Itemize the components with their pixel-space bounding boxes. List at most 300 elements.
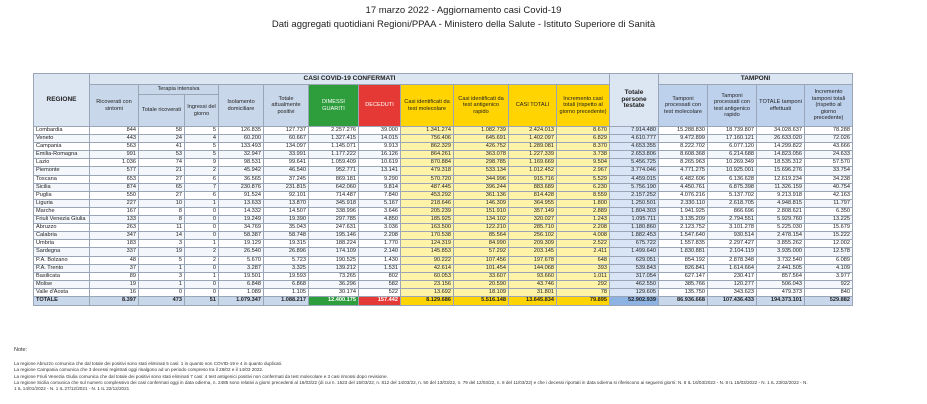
data-cell: 7.914.480 [610,127,659,135]
data-cell: 18.739.807 [708,127,757,135]
data-cell: 6.350 [805,207,853,215]
data-cell: 756.406 [401,135,454,143]
col-incremento: Incremento casi totali (rispetto al giorno precedente) [557,85,610,127]
data-cell: 2 [185,256,219,264]
data-cell: 2.967 [557,167,610,175]
data-cell: 361.136 [454,191,509,199]
data-cell: 5 [185,151,219,159]
data-cell: 357.149 [509,207,557,215]
region-name-cell: Friuli Venezia Giulia [34,216,90,224]
data-cell: 3.732.540 [757,256,805,264]
data-cell: 479.373 [757,288,805,296]
data-cell: 27 [139,191,185,199]
data-cell: 145.853 [401,248,454,256]
data-cell: 4.109 [805,264,853,272]
data-cell: 1.089 [219,288,264,296]
data-cell: 19.315 [264,240,309,248]
data-cell: 883.689 [509,183,557,191]
data-cell: 297.785 [309,216,359,224]
col-tamponi-incremento: Incremento tamponi totali (rispetto al giorno precedente) [805,85,853,127]
data-cell: 36.565 [219,175,264,183]
data-cell: 8 [139,216,185,224]
data-cell: 864.261 [401,151,454,159]
data-cell: 0 [185,280,219,288]
data-cell: 840 [805,288,853,296]
region-name-cell: Lombardia [34,127,90,135]
data-cell: 51 [185,296,219,305]
data-cell: 60.053 [401,272,454,280]
data-cell: 24.633 [805,151,853,159]
data-cell: 4.610.777 [610,135,659,143]
data-cell: 5.456.725 [610,159,659,167]
data-cell: 1.402.097 [509,135,557,143]
data-cell: 3.977 [805,272,853,280]
table-row [34,256,853,264]
data-cell: 9.290 [359,175,401,183]
data-cell: 8.370 [557,143,610,151]
data-cell: 1 [185,199,219,207]
data-cell: 13.225 [805,216,853,224]
data-cell: 3.101.278 [708,224,757,232]
data-cell: 426.752 [454,143,509,151]
data-cell: 14.015 [359,135,401,143]
data-cell: 13.692 [401,288,454,296]
data-cell: 101.454 [454,264,509,272]
data-cell: 1.289.081 [509,143,557,151]
data-cell: 6.875.398 [708,183,757,191]
table-row [34,175,853,183]
data-cell: 34.238 [805,175,853,183]
data-cell: 134.102 [454,216,509,224]
table-row [34,207,853,215]
data-cell: 1.941.925 [659,207,708,215]
data-cell: 298.785 [454,159,509,167]
data-cell: 0 [185,224,219,232]
data-cell: 9.814 [359,183,401,191]
data-cell: 93.660 [509,272,557,280]
data-cell: 3.738 [557,151,610,159]
note-line: La regione Campania comunica che 3 decessi registrati oggi risalgono ad un periodo compreso tra il 28/02 e il 14/03 2022. [14,367,264,373]
note-line: La regione Abruzzo comunica che dal totale dei positivi sono stati eliminati 5 casi: 1 in quanto non COVID-19 e 4 in quanto duplicati. [14,361,283,367]
data-cell: 2.424.013 [509,127,557,135]
data-cell: 2.808.621 [757,207,805,215]
data-cell: 642.060 [309,183,359,191]
data-cell: 714.487 [309,191,359,199]
table-row [34,240,853,248]
data-cell: 2.522 [557,240,610,248]
col-tamponi-antigenico: Tamponi processati con test antigenico rapido [708,85,757,127]
data-cell: 487.445 [401,183,454,191]
region-name-cell: Liguria [34,199,90,207]
data-cell: 1.227.339 [509,151,557,159]
region-name-cell: Calabria [34,232,90,240]
data-cell: 2.478.154 [757,232,805,240]
data-cell: 6.230 [557,183,610,191]
data-cell: 870.884 [401,159,454,167]
data-cell: 27 [139,175,185,183]
data-cell: 57.292 [454,248,509,256]
data-cell: 563 [90,143,139,151]
data-cell: 33.754 [805,167,853,175]
data-cell: 529.882 [805,296,853,305]
data-cell: 16 [90,288,139,296]
data-cell: 2.889 [557,207,610,215]
data-cell: 4.076.216 [659,191,708,199]
region-name-cell: P.A. Trento [34,264,90,272]
data-cell: 3.135.209 [659,216,708,224]
data-cell: 203.145 [509,248,557,256]
table-row [34,216,853,224]
data-cell: 37.245 [264,175,309,183]
data-cell: 930.514 [708,232,757,240]
data-cell: 5.756.190 [610,183,659,191]
data-cell: 40.754 [805,183,853,191]
data-cell: 5.929.760 [757,216,805,224]
data-cell: 869.181 [309,175,359,183]
data-cell: 194.373.101 [757,296,805,305]
data-cell: 13.645.834 [509,296,557,305]
data-cell: 1.800 [557,199,610,207]
data-cell: 473 [139,296,185,305]
data-cell: 2.618.705 [708,199,757,207]
col-ricoverati: Ricoverati con sintomi [90,85,139,127]
data-cell: 317.054 [610,272,659,280]
covid-data-table [33,73,853,306]
data-cell: 8.397 [90,296,139,305]
table-row [34,191,853,199]
data-cell: 33.991 [264,151,309,159]
data-cell: 134.097 [264,143,309,151]
data-cell: 6.868 [264,280,309,288]
data-cell: 6 [185,175,219,183]
data-cell: 65 [139,183,185,191]
region-name-cell: P.A. Bolzano [34,256,90,264]
data-cell: 21 [139,167,185,175]
data-cell: 2.208 [359,232,401,240]
data-cell: 866.696 [708,207,757,215]
data-cell: 952.771 [309,167,359,175]
data-cell: 2.140 [359,248,401,256]
data-cell: 345.918 [309,199,359,207]
col-ti-ingressi: Ingressi del giorno [185,95,219,127]
col-ti-totale: Totale ricoverati [139,95,185,127]
note-line: La regione Sicilia comunica che sul numero complessivo dei casi confermati oggi in data odierna, n. 2485 sono relativi a giorni precedenti al 16/03/22 (di cui n. 1523 del 15/03/22, n. 812 del 14/03/22, n. 50 del 13/03/22, n. 79 del 12/03/22, n. 8 del 11/03/22) e che i decessi riportati in data odierna si riferiscono ai seguenti giorni: N. 6 IL 16/03/2022 - N. 8 IL 15/03/2022 - N. 1 IL 23/02/2022 - N. [14,379,808,385]
data-cell: 58.748 [264,232,309,240]
region-name-cell: Valle d'Aosta [34,288,90,296]
data-cell: 92.101 [264,191,309,199]
notes-section [14,347,914,392]
data-cell: 3.036 [359,224,401,232]
data-cell: 2.123.752 [659,224,708,232]
data-cell: 9.472.899 [659,135,708,143]
col-casi-totali: CASI TOTALI [509,85,557,127]
table-row [34,199,853,207]
table-row [34,264,853,272]
data-cell: 58 [139,127,185,135]
data-cell: 2.441.505 [757,264,805,272]
data-cell: 42.614 [401,264,454,272]
data-cell: 209.309 [509,240,557,248]
data-cell: 5.137.702 [708,191,757,199]
data-cell: 20.590 [454,280,509,288]
data-cell: 78.288 [805,127,853,135]
data-cell: 135.750 [659,288,708,296]
data-cell: 364.955 [509,199,557,207]
data-cell: 146.309 [454,199,509,207]
data-cell: 2.208 [557,224,610,232]
data-cell: 185.925 [401,216,454,224]
data-cell: 144.068 [509,264,557,272]
data-cell: 19.129 [219,240,264,248]
data-cell: 2 [185,167,219,175]
data-cell: 2.257.276 [309,127,359,135]
data-cell: 1.169.669 [509,159,557,167]
region-name-cell: Campania [34,143,90,151]
data-cell: 645.691 [454,135,509,143]
data-cell: 34.028.637 [757,127,805,135]
data-cell: 230.417 [708,272,757,280]
data-cell: 188.224 [309,240,359,248]
data-cell: 16.126 [359,151,401,159]
data-cell: 4 [185,135,219,143]
data-cell: 3 [139,240,185,248]
data-cell: 18.535.312 [757,159,805,167]
data-cell: 17.160.121 [708,135,757,143]
data-cell: 5.670 [219,256,264,264]
data-cell: 7.840 [359,191,401,199]
data-cell: 1.614.664 [708,264,757,272]
data-cell: 8.222.702 [659,143,708,151]
data-cell: 2.878.348 [708,256,757,264]
note-line: La regione Friuli Venezia Giulia comunica che dal totale dei positivi sono stati eliminati 7 casi: 4 test antigenici positivi non confermati da test molecolare e 3 casi rimossi dopo revisione. [14,373,388,379]
data-cell: 46.540 [264,167,309,175]
data-cell: 19 [139,248,185,256]
data-cell: 3.325 [264,264,309,272]
table-row [34,135,853,143]
data-cell: 23.156 [401,280,454,288]
data-cell: 85.564 [454,232,509,240]
data-cell: 129.605 [610,288,659,296]
data-cell: 19.593 [264,272,309,280]
table-row [34,280,853,288]
data-cell: 991 [90,151,139,159]
data-cell: 30.174 [309,288,359,296]
data-cell: 13.633 [219,199,264,207]
data-cell: 84.990 [454,240,509,248]
data-cell: 6.848 [219,280,264,288]
data-cell: 12.002 [805,240,853,248]
data-cell: 53 [139,151,185,159]
data-cell: 72.026 [805,135,853,143]
data-cell: 6.077.120 [708,143,757,151]
data-cell: 15.696.276 [757,167,805,175]
table-row [34,183,853,191]
data-cell: 506.043 [757,280,805,288]
data-cell: 18.109 [454,288,509,296]
data-cell: 2.297.427 [708,240,757,248]
data-cell: 183 [90,240,139,248]
data-cell: 1.180.860 [610,224,659,232]
data-cell: 1 [139,264,185,272]
region-name-cell: Veneto [34,135,90,143]
data-cell: 170.538 [401,232,454,240]
data-cell: 6.482.606 [659,175,708,183]
data-cell: 19.249 [219,216,264,224]
data-cell: 6 [185,191,219,199]
data-cell: 4.008 [557,232,610,240]
data-cell: 1.243 [557,216,610,224]
data-cell: 922 [805,280,853,288]
data-cell: 479.318 [401,167,454,175]
data-cell: 8.129.686 [401,296,454,305]
region-name-cell: Sicilia [34,183,90,191]
data-cell: 1.079.347 [219,296,264,305]
data-cell: 15.288.830 [659,127,708,135]
col-antigenico: Casi identificati da test antigenico rapido [454,85,509,127]
data-cell: 347 [90,232,139,240]
data-cell: 2.157.252 [610,191,659,199]
data-cell: 107.456 [454,256,509,264]
data-cell: 48 [90,256,139,264]
data-cell: 58.387 [219,232,264,240]
data-cell: 627.147 [659,272,708,280]
table-total-row [34,296,853,305]
data-cell: 862.329 [401,143,454,151]
data-cell: 19.390 [264,216,309,224]
data-cell: 230.876 [219,183,264,191]
data-cell: 2.330.110 [659,199,708,207]
data-cell: 1.250.501 [610,199,659,207]
data-cell: 3.774.046 [610,167,659,175]
data-cell: 15.222 [805,232,853,240]
region-name-cell: Toscana [34,175,90,183]
data-cell: 133.493 [219,143,264,151]
data-cell: 396.244 [454,183,509,191]
col-regione: REGIONE [34,74,90,127]
data-cell: 91.524 [219,191,264,199]
data-cell: 74 [139,159,185,167]
data-cell: 4.771.275 [659,167,708,175]
data-cell: 5.225.030 [757,224,805,232]
data-cell: 1.430 [359,256,401,264]
data-cell: 14.332 [219,207,264,215]
table-row [34,272,853,280]
col-tamponi-molecolare: Tamponi processati con test molecolare [659,85,708,127]
data-cell: 107.436.433 [708,296,757,305]
data-cell: 1.012.452 [509,167,557,175]
data-cell: 4.850 [359,216,401,224]
data-cell: 4.459.015 [610,175,659,183]
data-cell: 79.895 [557,296,610,305]
data-cell: 1.341.274 [401,127,454,135]
data-cell: 2.104.119 [708,248,757,256]
data-cell: 11.326.159 [757,183,805,191]
table-row [34,224,853,232]
data-cell: 32.947 [219,151,264,159]
data-cell: 550 [90,191,139,199]
data-cell: 3.855.262 [757,240,805,248]
data-cell: 33.607 [454,272,509,280]
col-dimessi: DIMESSI GUARITI [309,85,359,127]
data-cell: 292 [557,280,610,288]
data-cell: 1.804.303 [610,207,659,215]
data-cell: 844 [90,127,139,135]
data-cell: 1.499.640 [610,248,659,256]
data-cell: 570.720 [401,175,454,183]
region-name-cell: Umbria [34,240,90,248]
note-line: 1 IL 14/01/2022 - N. 1 IL 27/12/2021 - N. 1 IL 22/12/2021 [14,386,130,392]
data-cell: 629.051 [610,256,659,264]
data-cell: 8.670 [557,127,610,135]
data-cell: 24 [139,135,185,143]
data-cell: 19.501 [219,272,264,280]
col-deceduti: DECEDUTI [359,85,401,127]
data-cell: 539.843 [610,264,659,272]
notes-title: Note: [14,347,28,353]
data-cell: 163.500 [401,224,454,232]
region-name-cell: Abruzzo [34,224,90,232]
data-cell: 12.619.234 [757,175,805,183]
data-cell: 1 [185,240,219,248]
data-cell: 1.059.409 [309,159,359,167]
data-cell: 12.578 [805,248,853,256]
data-cell: 1.095.711 [610,216,659,224]
data-cell: 86.936.668 [659,296,708,305]
data-cell: 31.801 [509,288,557,296]
table-row [34,248,853,256]
data-cell: 1.882.453 [610,232,659,240]
data-cell: 4.653.355 [610,143,659,151]
data-cell: 363.078 [454,151,509,159]
data-cell: 6.214.688 [708,151,757,159]
data-cell: 39.000 [359,127,401,135]
data-cell: 78 [557,288,610,296]
table-row [34,167,853,175]
data-cell: 10 [139,199,185,207]
data-cell: 122.210 [454,224,509,232]
data-cell: 9.504 [557,159,610,167]
data-cell: 5 [185,143,219,151]
data-cell: 13.870 [264,199,309,207]
data-cell: 256.102 [509,232,557,240]
data-cell: 126.835 [219,127,264,135]
region-name-cell: Lazio [34,159,90,167]
data-cell: 60.667 [264,135,309,143]
data-cell: 19 [90,280,139,288]
data-cell: 5.516.148 [454,296,509,305]
data-cell: 120.277 [708,280,757,288]
data-cell: 3.646 [359,207,401,215]
data-cell: 915.716 [509,175,557,183]
col-persone-testate: Totale persone testate [610,74,659,127]
data-cell: 174.109 [309,248,359,256]
data-cell: 1.011 [557,272,610,280]
table-row [34,159,853,167]
data-cell: 320.027 [509,216,557,224]
data-cell: 35.043 [264,224,309,232]
data-cell: 1.557.835 [659,240,708,248]
data-cell: 648 [557,256,610,264]
data-cell: 1.088.217 [264,296,309,305]
data-cell: 6.089 [805,256,853,264]
data-cell: 36.296 [309,280,359,288]
region-name-cell: Puglia [34,191,90,199]
data-cell: 0 [185,232,219,240]
data-cell: 205.239 [401,207,454,215]
data-cell: 11.797 [805,199,853,207]
data-cell: 7 [185,183,219,191]
data-cell: 1.082.739 [454,127,509,135]
